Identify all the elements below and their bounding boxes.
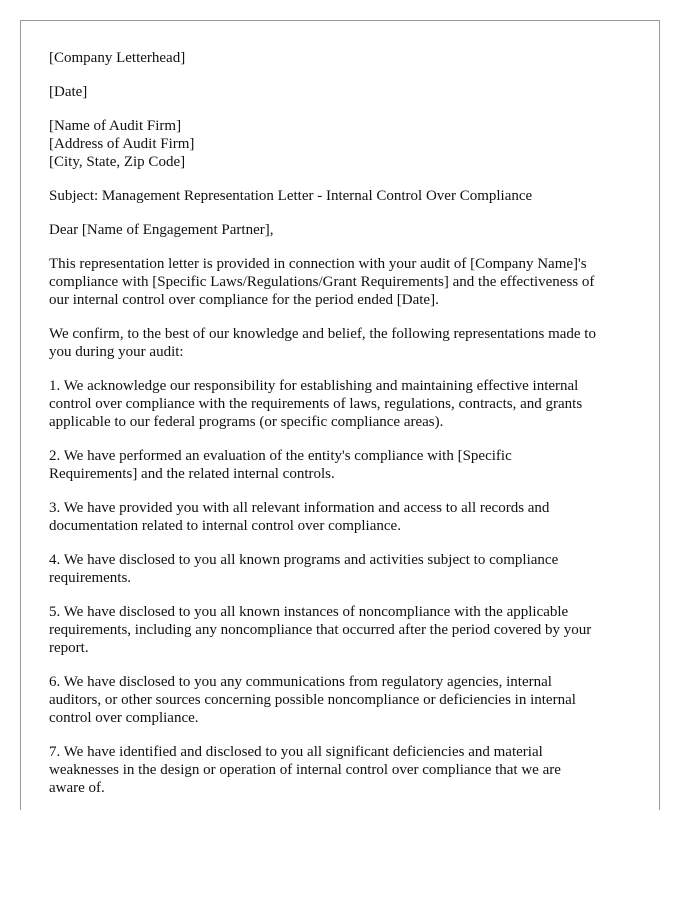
item-4-line-1: 4. We have disclosed to you all known programs and activities subject to compliance	[49, 552, 559, 568]
subject-text: Subject: Management Representation Letter - Internal Control Over Compliance	[49, 188, 533, 204]
item-6-line-3: control over compliance.	[49, 710, 199, 726]
item-3-line-2: documentation related to internal control over compliance.	[49, 518, 401, 534]
item-5-line-2: requirements, including any noncompliance that occurred after the period covered by your	[49, 622, 592, 638]
letter-content	[49, 49, 639, 810]
intro-paragraph	[49, 255, 639, 309]
confirm-line-1: We confirm, to the best of our knowledge and belief, the following representations made to	[49, 326, 596, 342]
item-1-line-1: 1. We acknowledge our responsibility for establishing and maintaining effective internal	[49, 378, 579, 394]
representation-item-6	[49, 673, 639, 727]
item-7-line-1: 7. We have identified and disclosed to you all significant deficiencies and material	[49, 744, 543, 760]
subject-line	[49, 187, 639, 205]
recipient-line-1: [Name of Audit Firm]	[49, 118, 182, 134]
recipient-address	[49, 117, 639, 171]
confirm-paragraph	[49, 325, 639, 361]
item-7-line-3: aware of.	[49, 780, 105, 796]
representation-item-5	[49, 603, 639, 657]
date-text: [Date]	[49, 84, 88, 100]
date-block	[49, 83, 639, 101]
item-6-line-1: 6. We have disclosed to you any communications from regulatory agencies, internal	[49, 674, 552, 690]
item-2-line-2: Requirements] and the related internal controls.	[49, 466, 335, 482]
recipient-line-3: [City, State, Zip Code]	[49, 154, 186, 170]
recipient-line-2: [Address of Audit Firm]	[49, 136, 195, 152]
representation-item-7	[49, 743, 639, 797]
representation-item-4	[49, 551, 639, 587]
intro-line-3: our internal control over compliance for the period ended [Date].	[49, 292, 439, 308]
letterhead-text: [Company Letterhead]	[49, 50, 186, 66]
item-7-line-2: weaknesses in the design or operation of internal control over compliance that we are	[49, 762, 561, 778]
intro-line-1: This representation letter is provided in connection with your audit of [Company Name]'s	[49, 256, 587, 272]
letterhead	[49, 49, 639, 67]
item-1-line-2: control over compliance with the requirements of laws, regulations, contracts, and grants	[49, 396, 583, 412]
item-3-line-1: 3. We have provided you with all relevant information and access to all records and	[49, 500, 550, 516]
item-5-line-3: report.	[49, 640, 89, 656]
salutation-text: Dear [Name of Engagement Partner],	[49, 222, 274, 238]
intro-line-2: compliance with [Specific Laws/Regulations/Grant Requirements] and the effectiveness of	[49, 274, 595, 290]
representation-item-1	[49, 377, 639, 431]
confirm-line-2: you during your audit:	[49, 344, 184, 360]
item-5-line-1: 5. We have disclosed to you all known instances of noncompliance with the applicable	[49, 604, 569, 620]
representation-item-2	[49, 447, 639, 483]
representation-item-3	[49, 499, 639, 535]
item-2-line-1: 2. We have performed an evaluation of the entity's compliance with [Specific	[49, 448, 512, 464]
salutation	[49, 221, 639, 239]
item-4-line-2: requirements.	[49, 570, 132, 586]
letter-page	[20, 20, 660, 810]
item-6-line-2: auditors, or other sources concerning possible noncompliance or deficiencies in internal	[49, 692, 576, 708]
item-1-line-3: applicable to our federal programs (or specific compliance areas).	[49, 414, 444, 430]
